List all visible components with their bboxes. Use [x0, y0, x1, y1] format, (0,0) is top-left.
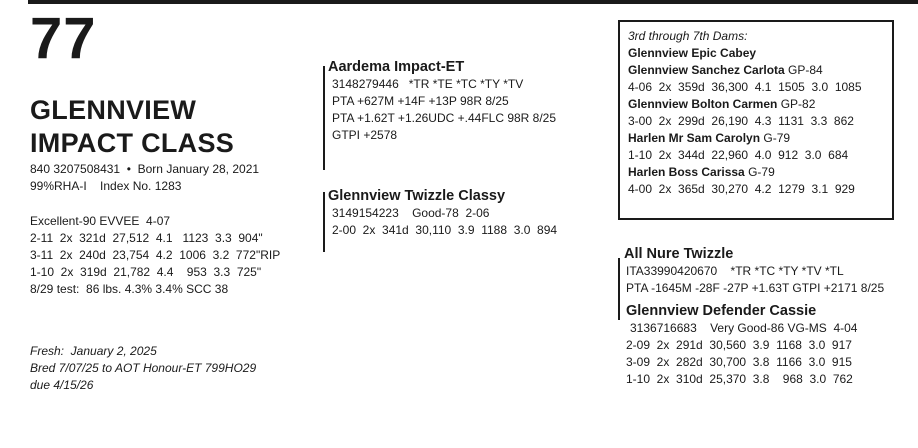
- top-rule: [28, 0, 918, 4]
- granddam-record: 3-09 2x 282d 30,700 3.8 1166 3.0 915: [626, 355, 852, 369]
- record-line: 2-11 2x 321d 27,512 4.1 1123 3.3 904": [30, 231, 263, 245]
- mgs-line: ITA33990420670 *TR *TC *TY *TV *TL: [626, 264, 844, 278]
- granddam-block: [626, 302, 857, 388]
- sire-line: GTPI +2578: [332, 128, 398, 142]
- granddam-record: 2-09 2x 291d 30,560 3.9 1168 3.0 917: [626, 338, 852, 352]
- granddam-line: 3136716683 Very Good-86 VG-MS 4-04: [630, 321, 858, 335]
- ancestor-dam-score: GP-84: [784, 63, 823, 77]
- animal-id-line: 840 3207508431 • Born January 28, 2021: [30, 162, 260, 176]
- ancestor-dams-header: 3rd through 7th Dams:: [628, 29, 748, 43]
- mgs-name: All Nure Twizzle: [624, 246, 734, 262]
- dam-line: 3149154223 Good-78 2-06: [332, 206, 490, 220]
- ancestor-dam-record: 1-10 2x 344d 22,960 4.0 912 3.0 684: [628, 148, 849, 162]
- classification: Excellent-90 EVVEE 4-07: [30, 214, 171, 228]
- ancestor-dam: [628, 164, 862, 181]
- test-line: 8/29 test: 86 lbs. 4.3% 3.4% SCC 38: [30, 282, 229, 296]
- bred-info: Bred 7/07/25 to AOT Honour-ET 799HO29: [30, 361, 257, 375]
- ancestor-dam: [628, 96, 862, 113]
- ancestor-dam-score: GP-82: [777, 97, 816, 111]
- ancestor-dam: [628, 130, 862, 147]
- dam-block: [323, 187, 557, 239]
- animal-info: [30, 161, 259, 195]
- fresh-date: Fresh: January 2, 2025: [30, 344, 157, 358]
- dam-line: 2-00 2x 341d 30,110 3.9 1188 3.0 894: [332, 223, 558, 237]
- ancestor-dam-score: G-79: [744, 165, 775, 179]
- dam-name: Glennview Twizzle Classy: [328, 188, 506, 204]
- ancestor-dam-record: 4-06 2x 359d 36,300 4.1 1505 3.0 1085: [628, 80, 862, 94]
- animal-name-line2: IMPACT CLASS: [30, 128, 235, 158]
- ancestor-dam-name: Glennview Sanchez Carlota: [628, 63, 785, 77]
- mgs-line: PTA -1645M -28F -27P +1.63T GTPI +2171 8/25: [626, 281, 885, 295]
- sire-details: [332, 76, 556, 144]
- ancestor-dam-record: 4-00 2x 365d 30,270 4.2 1279 3.1 929: [628, 182, 855, 196]
- sire-block: [323, 58, 556, 144]
- ancestor-dam-name: Glennview Epic Cabey: [628, 46, 757, 60]
- due-date: due 4/15/26: [30, 378, 94, 392]
- ancestor-dam: [628, 62, 862, 79]
- ancestor-dam-record: 3-00 2x 299d 26,190 4.3 1131 3.3 862: [628, 114, 854, 128]
- granddam-records: [626, 337, 857, 388]
- ancestor-dam-score: G-79: [760, 131, 791, 145]
- mgs-block: [618, 245, 884, 297]
- breeding-status: [30, 343, 256, 394]
- animal-name-line1: GLENNVIEW: [30, 95, 197, 125]
- granddam-details: [630, 320, 857, 337]
- lot-number: 77: [30, 6, 97, 71]
- animal-records: [30, 213, 280, 298]
- ancestor-dam-name: Harlen Boss Carissa: [628, 165, 745, 179]
- ancestor-dam-name: Harlen Mr Sam Carolyn: [628, 131, 761, 145]
- sire-line: PTA +627M +14F +13P 98R 8/25: [332, 94, 509, 108]
- dam-details: [332, 205, 557, 239]
- granddam-name: Glennview Defender Cassie: [626, 303, 817, 319]
- ancestor-dam: [628, 45, 862, 62]
- ancestor-dams-box: [618, 20, 894, 220]
- sire-line: PTA +1.62T +1.26UDC +.44FLC 98R 8/25: [332, 111, 557, 125]
- sire-name: Aardema Impact-ET: [328, 59, 465, 75]
- granddam-record: 1-10 2x 310d 25,370 3.8 968 3.0 762: [626, 372, 853, 386]
- record-line: 1-10 2x 319d 21,782 4.4 953 3.3 725": [30, 265, 262, 279]
- ancestor-dam-name: Glennview Bolton Carmen: [628, 97, 778, 111]
- sire-line: 3148279446 *TR *TE *TC *TY *TV: [332, 77, 524, 91]
- animal-rha-line: 99%RHA-I Index No. 1283: [30, 179, 182, 193]
- mgs-details: [626, 263, 884, 297]
- animal-name: [30, 94, 234, 160]
- record-line: 3-11 2x 240d 23,754 4.2 1006 3.2 772"RIP: [30, 248, 281, 262]
